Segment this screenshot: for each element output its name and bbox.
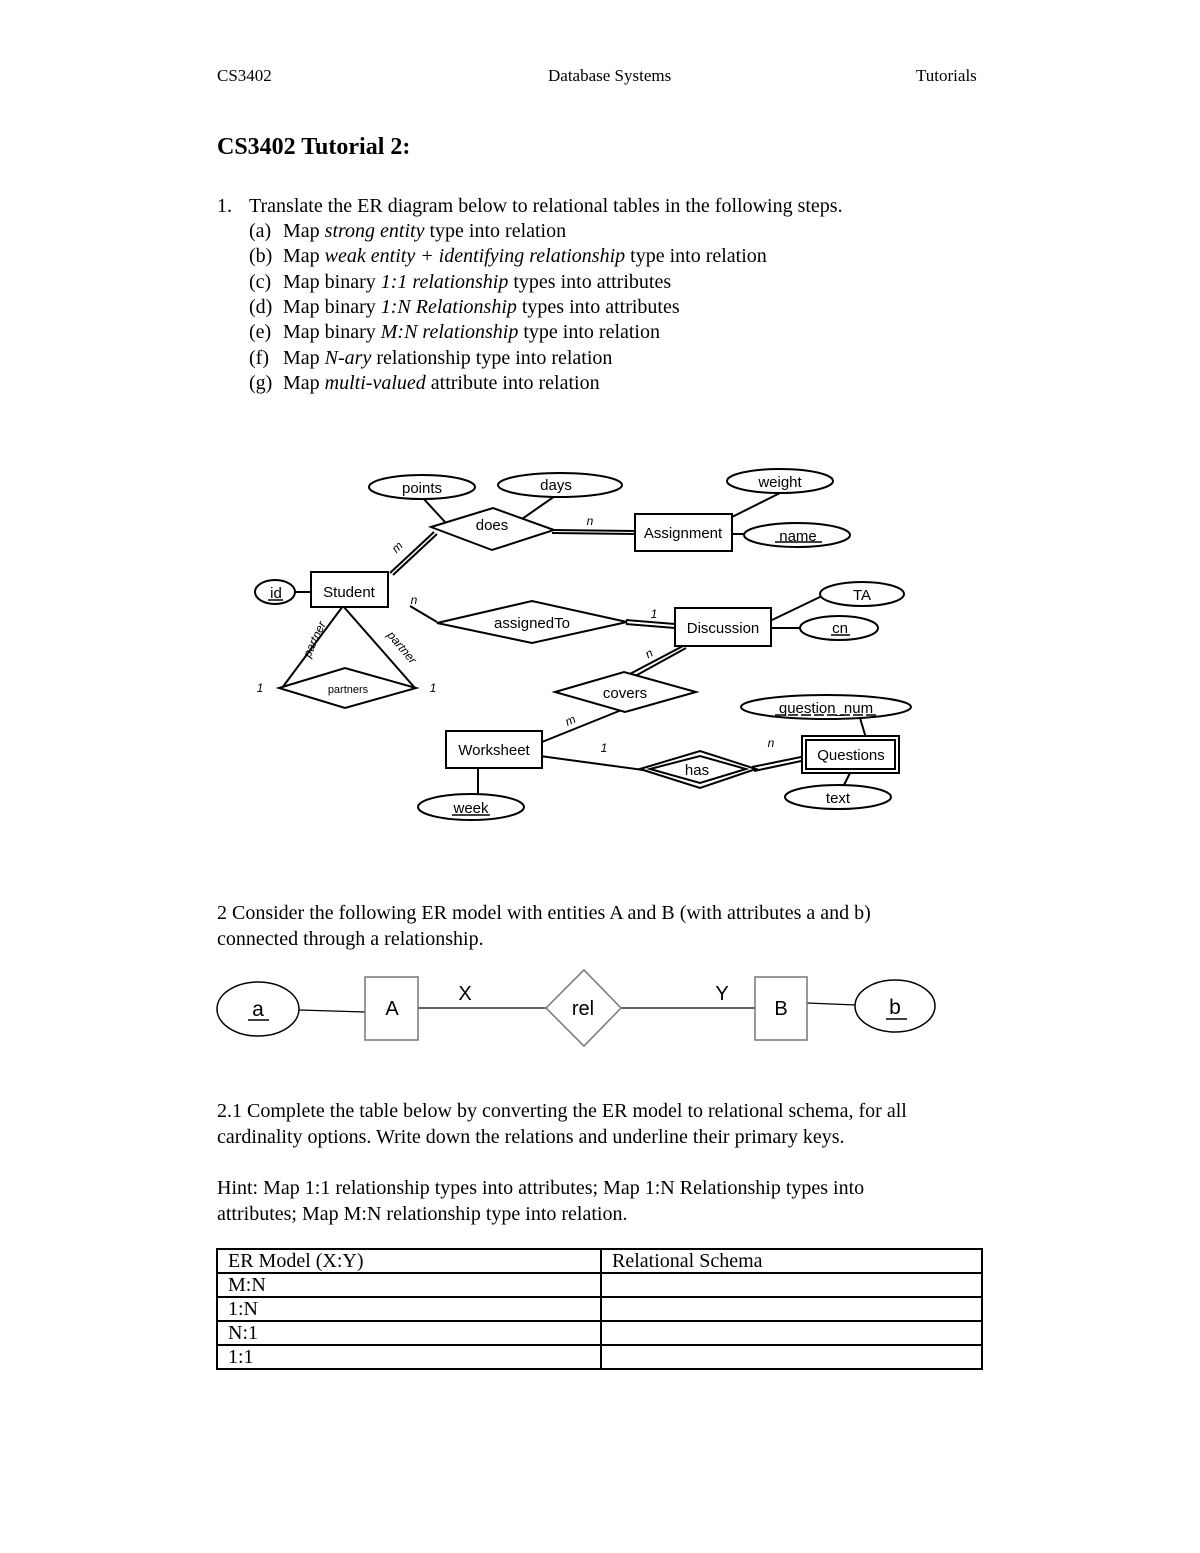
q2-line-2: connected through a relationship.: [217, 928, 484, 950]
er-diagram-2: [0, 960, 1200, 1060]
label-assignment: Assignment: [643, 525, 723, 542]
table-row: [217, 1297, 982, 1321]
table-header-row: [217, 1249, 982, 1273]
q1-step-emphasis: weak entity + identifying relationship: [324, 245, 626, 268]
label-questions: Questions: [817, 747, 885, 764]
label-text: text: [825, 790, 851, 807]
q1-step-text: Map: [283, 245, 325, 268]
cell-er-model: 1:N: [217, 1297, 601, 1321]
label-assigned-to: assignedTo: [494, 615, 570, 632]
table-row: [217, 1273, 982, 1297]
cell-er-model: M:N: [217, 1273, 601, 1297]
card-partners-right: 1: [429, 681, 437, 695]
q1-step-label: (f): [249, 346, 269, 369]
role-partner-left: partner: [299, 619, 329, 660]
cell-relational-schema: Relational Schema: [601, 1249, 982, 1273]
q1-text: Translate the ER diagram below to relational tables in the following steps.: [249, 195, 843, 217]
q1-step-emphasis: 1:1 relationship: [380, 270, 509, 293]
label-partners: partners: [327, 684, 369, 696]
label-card-x: X: [458, 983, 472, 1005]
label-card-y: Y: [715, 983, 729, 1005]
label-rel: rel: [571, 998, 595, 1020]
label-entity-a: A: [385, 998, 399, 1020]
cell-relational-schema[interactable]: [601, 1345, 982, 1369]
label-attr-b: b: [889, 996, 901, 1019]
label-week: week: [453, 800, 489, 817]
card-does-assignment: n: [586, 514, 594, 528]
q1-step-emphasis: strong entity: [324, 220, 425, 242]
q1-step-text: types into attributes: [508, 270, 672, 293]
table-row: [217, 1345, 982, 1369]
q1-step-text: type into relation: [424, 220, 567, 242]
header-section: Tutorials: [916, 66, 977, 85]
link-days-does: [522, 496, 555, 519]
card-partners-left: 1: [256, 681, 264, 695]
q1-step-text: type into relation: [625, 245, 767, 268]
q1-step-text: Map binary: [283, 270, 381, 293]
q21-line-1: 2.1 Complete the table below by converting the ER model to relational schema, for all: [217, 1100, 907, 1122]
q1-step-emphasis: M:N relationship: [380, 321, 519, 344]
q1-step-emphasis: N-ary: [324, 346, 372, 369]
q1-step-label: (g): [249, 371, 273, 394]
label-name: name: [779, 528, 817, 545]
label-weight: weight: [758, 474, 802, 491]
q21-line-2: cardinality options. Write down the relations and underline their primary keys.: [217, 1126, 845, 1148]
table-row: [217, 1321, 982, 1345]
card-covers-worksheet: m: [562, 711, 578, 729]
hint-line-2: attributes; Map M:N relationship type into relation.: [217, 1203, 628, 1225]
link-worksheet-has: [540, 756, 643, 770]
schema-table: [216, 1248, 983, 1370]
q1-step-text: relationship type into relation: [371, 346, 613, 369]
q1-step-emphasis: multi-valued: [324, 371, 426, 394]
q1-step-label: (b): [249, 245, 273, 268]
card-covers-discussion: n: [642, 645, 656, 662]
q1-step-label: (e): [249, 321, 272, 344]
label-attr-a: a: [252, 998, 264, 1021]
header-course-title: Database Systems: [548, 66, 672, 85]
label-question-num: question_num: [778, 700, 874, 717]
cell-relational-schema[interactable]: [601, 1297, 982, 1321]
link-student-assignedto: [410, 606, 437, 622]
q1-step-label: (a): [249, 220, 272, 242]
label-entity-b: B: [774, 998, 788, 1020]
q1-number: 1.: [217, 195, 232, 217]
cell-er-model: ER Model (X:Y): [217, 1249, 601, 1273]
label-discussion: Discussion: [686, 620, 760, 637]
cell-relational-schema[interactable]: [601, 1321, 982, 1345]
label-points: points: [401, 480, 443, 497]
label-cn: cn: [832, 620, 848, 637]
q1-step-label: (c): [249, 270, 272, 293]
card-has-worksheet: 1: [600, 741, 608, 755]
q2-line-1: 2 Consider the following ER model with entities A and B (with attributes a and b): [217, 902, 871, 924]
card-assigned-student: n: [410, 593, 418, 607]
link-points-does: [422, 497, 445, 522]
q1-step-text: types into attributes: [516, 295, 680, 318]
label-worksheet: Worksheet: [458, 742, 530, 759]
header-course-code: CS3402: [217, 66, 272, 85]
q1-step-text: Map binary: [283, 321, 381, 344]
page-title: CS3402 Tutorial 2:: [217, 134, 411, 160]
cell-er-model: N:1: [217, 1321, 601, 1345]
link-does-assignment: [552, 530, 636, 531]
q1-step-text: Map binary: [283, 295, 381, 318]
link-ta-discussion: [772, 596, 822, 620]
link-covers-worksheet: [542, 709, 624, 742]
q1-step-text: type into relation: [518, 321, 660, 344]
q1-step-text: Map: [283, 371, 325, 394]
card-has-questions: n: [767, 736, 775, 750]
q1-step-label: (d): [249, 295, 273, 318]
q1-step-emphasis: 1:N Relationship: [380, 295, 517, 318]
label-id: id: [270, 585, 282, 602]
label-student: Student: [323, 584, 375, 601]
cell-er-model: 1:1: [217, 1345, 601, 1369]
q1-step-text: Map: [283, 220, 325, 242]
label-covers: covers: [602, 685, 648, 702]
cell-relational-schema[interactable]: [601, 1273, 982, 1297]
role-partner-right: partner: [384, 628, 420, 667]
label-has: has: [684, 762, 710, 779]
hint-line-1: Hint: Map 1:1 relationship types into attributes; Map 1:N Relationship types into: [217, 1177, 865, 1199]
label-does: does: [475, 517, 509, 534]
card-assigned-discussion: 1: [650, 607, 658, 621]
card-does-student: m: [388, 538, 406, 556]
link-weight-assignment: [730, 493, 780, 518]
label-days: days: [540, 477, 572, 494]
label-ta: TA: [852, 587, 872, 604]
q1-step-text: attribute into relation: [425, 371, 600, 394]
q1-step-text: Map: [283, 346, 325, 369]
link-discussion-covers: [626, 646, 683, 676]
